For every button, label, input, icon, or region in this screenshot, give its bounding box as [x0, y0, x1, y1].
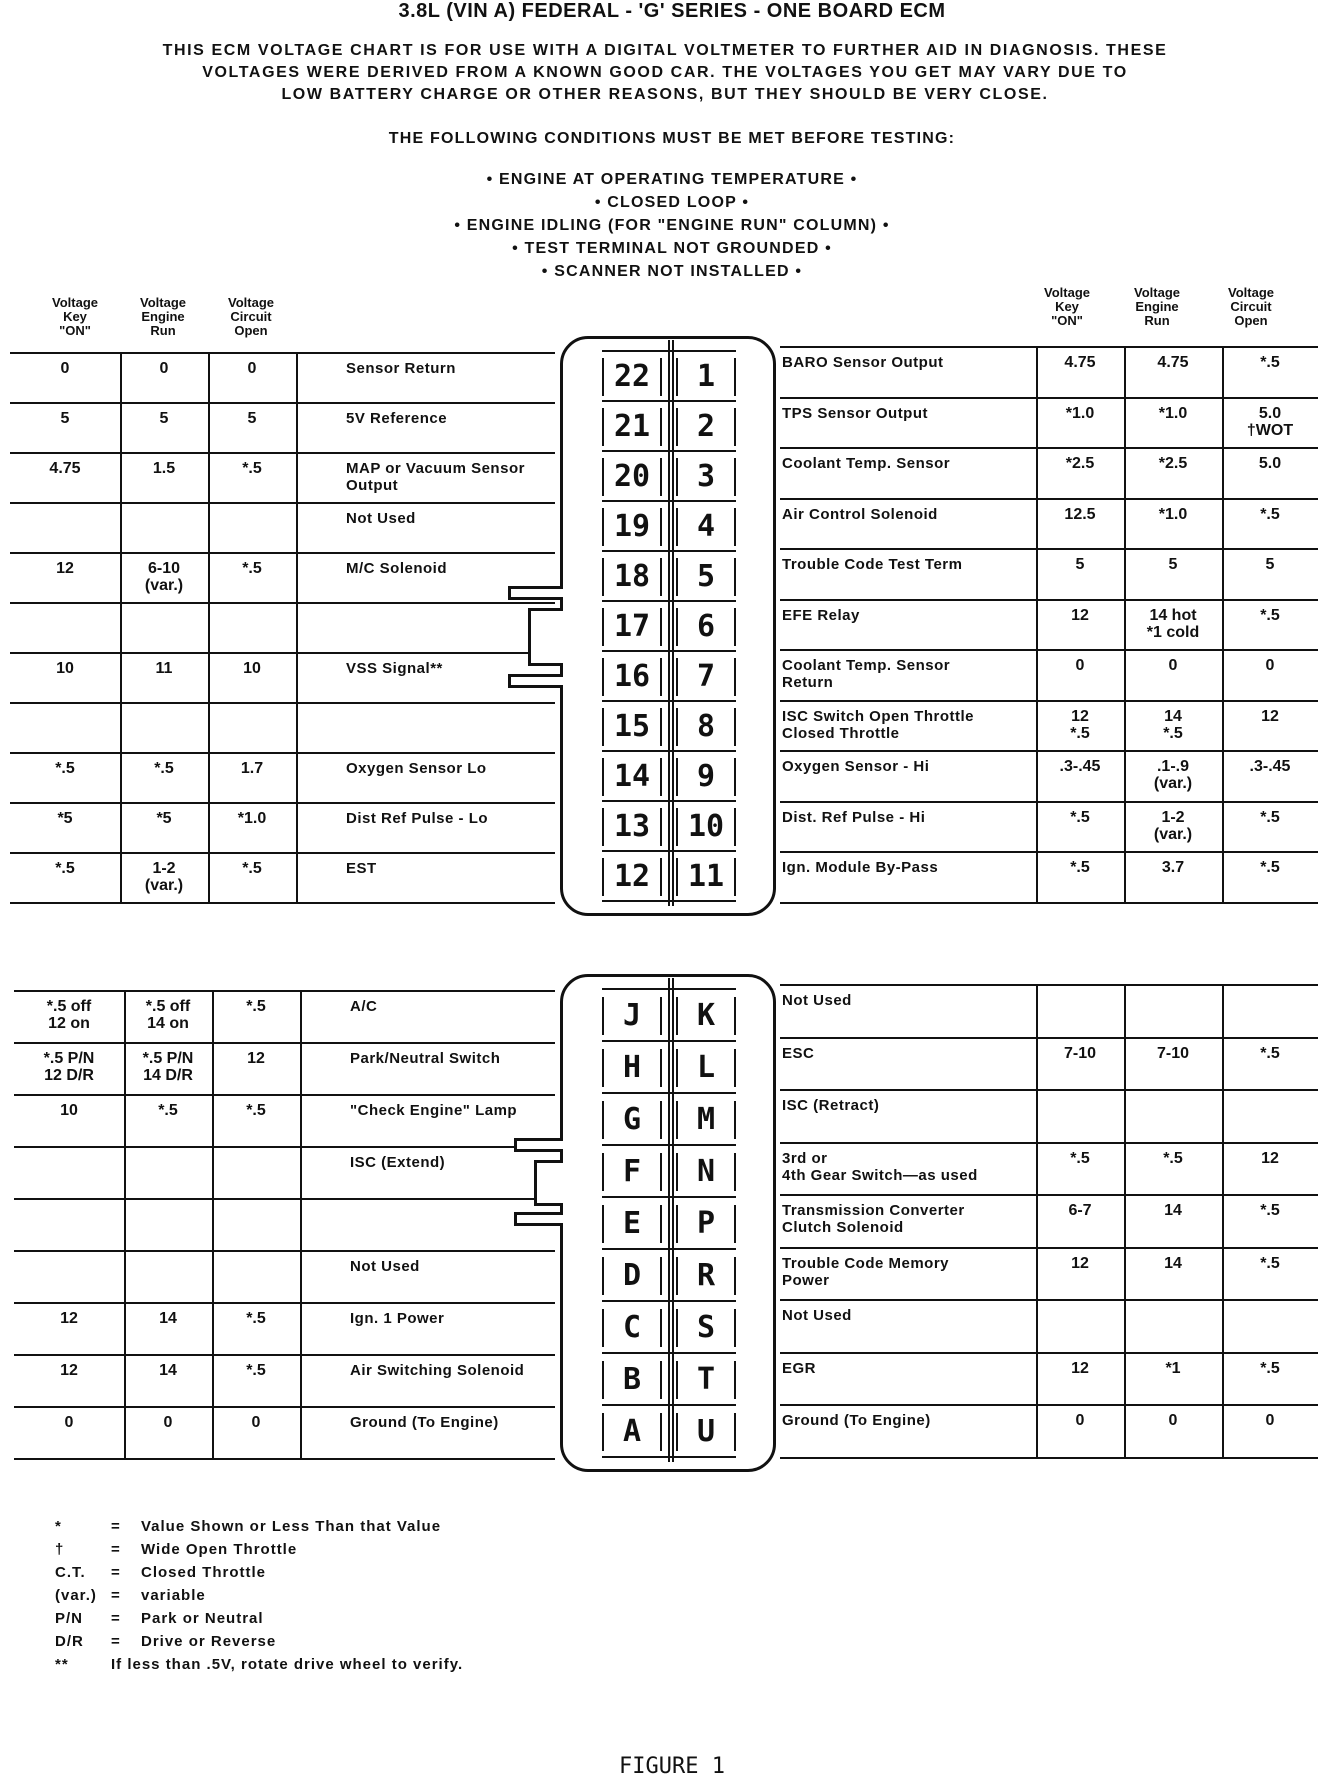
rule: [14, 1406, 555, 1408]
top_right-engine-run: 3.7: [1161, 859, 1185, 876]
rule: [780, 447, 1318, 449]
legend-equals: =: [111, 1633, 121, 1650]
pin-label: N: [676, 1153, 736, 1191]
figure-caption: FIGURE 1: [619, 1754, 725, 1779]
rule: [668, 978, 670, 1462]
rule: [212, 990, 214, 1458]
legend: [55, 1515, 463, 1676]
bottom_right-engine-run: *1: [1165, 1359, 1181, 1377]
bottom_right-circuit-open: *.5: [1260, 1254, 1280, 1272]
bottom_right-engine-run: 14: [1164, 1254, 1182, 1272]
legend-equals: =: [111, 1518, 121, 1535]
top_right-circuit-open: 5: [1265, 556, 1275, 573]
top_right-circuit-open: *.5: [1260, 606, 1280, 624]
rule: [10, 602, 555, 604]
rule: [10, 452, 555, 454]
rule: [780, 346, 1318, 348]
top_left-circuit-open: 10: [243, 660, 261, 677]
top_left-circuit-open: 5: [247, 410, 257, 427]
pin-label: 1: [676, 358, 736, 396]
connector-notch: [528, 608, 563, 666]
rule: [10, 702, 555, 704]
pin-label: H: [602, 1049, 662, 1087]
top_left-engine-run: 11: [155, 660, 173, 677]
rule: [14, 1250, 555, 1252]
pin-label: 15: [602, 708, 662, 746]
pin-label: 13: [602, 808, 662, 846]
rule: [10, 802, 555, 804]
top_right-engine-run: 4.75: [1157, 354, 1189, 371]
bottom_right-circuit-label: Transmission Converter Clutch Solenoid: [782, 1202, 965, 1236]
top_right-circuit-open: 5.0 †WOT: [1246, 404, 1294, 439]
bottom_right-key-on: 0: [1075, 1412, 1085, 1429]
top_left-key-on: 0: [60, 360, 70, 377]
intro-line: THIS ECM VOLTAGE CHART IS FOR USE WITH A DIGITAL VOLTMETER TO FURTHER AID IN DIAGNOSIS. THESE: [162, 42, 1168, 59]
pin-label: C: [602, 1309, 662, 1347]
legend-equals: =: [111, 1541, 121, 1558]
top_right-key-on: 12 *.5: [1070, 707, 1090, 742]
legend-item: [55, 1561, 463, 1584]
pin-label: S: [676, 1309, 736, 1347]
bottom_left-circuit-open: *.5: [246, 1102, 266, 1119]
pin-label: 3: [676, 458, 736, 496]
top_right-engine-run: 14 *.5: [1163, 707, 1183, 742]
connector-notch: [534, 1160, 563, 1206]
bottom_right-key-on: 12: [1071, 1359, 1089, 1377]
rule: [780, 1142, 1318, 1144]
rule: [672, 340, 674, 906]
bottom_right-circuit-label: 3rd or 4th Gear Switch—as used: [782, 1149, 978, 1184]
top_left-engine-run: 6-10 (var.): [144, 560, 184, 594]
pin-label: D: [602, 1257, 662, 1295]
pin-label: 21: [602, 408, 662, 446]
pin-label: 11: [676, 858, 736, 896]
top_right-circuit-label: Oxygen Sensor - Hi: [782, 758, 930, 775]
pin-label: M: [676, 1101, 736, 1139]
condition-item: • CLOSED LOOP •: [594, 194, 750, 211]
condition-item: • TEST TERMINAL NOT GROUNDED •: [512, 240, 832, 257]
top_right-key-on: 4.75: [1064, 354, 1096, 371]
legend-meaning: Value Shown or Less Than that Value: [141, 1518, 442, 1535]
top_right-circuit-label: EFE Relay: [782, 606, 860, 624]
rule: [780, 1089, 1318, 1091]
top_left-engine-run: *.5: [154, 760, 174, 777]
rule: [10, 902, 555, 904]
legend-key: P/N: [55, 1610, 84, 1627]
pin-label: A: [602, 1413, 662, 1451]
rule: [10, 752, 555, 754]
top_left-circuit-open: *.5: [242, 860, 262, 877]
legend-key: D/R: [55, 1633, 84, 1650]
rule: [124, 990, 126, 1458]
bottom_left-engine-run: *.5 P/N 14 D/R: [142, 1050, 194, 1084]
top_right-key-on: *.5: [1070, 859, 1090, 876]
header-engine-run-right: Voltage Engine Run: [1134, 285, 1180, 328]
bottom_right-circuit-open: *.5: [1260, 1202, 1280, 1219]
top_right-circuit-open: *.5: [1260, 354, 1280, 371]
top_right-engine-run: 5: [1168, 556, 1178, 573]
top_right-engine-run: *2.5: [1158, 455, 1188, 472]
rule: [780, 1457, 1318, 1459]
bottom_right-engine-run: 14: [1164, 1202, 1182, 1219]
conditions-list: [0, 168, 1344, 283]
rule: [780, 1299, 1318, 1301]
top_left-key-on: 12: [56, 560, 74, 577]
top_right-circuit-label: Ign. Module By-Pass: [782, 859, 939, 876]
rule: [10, 502, 555, 504]
rule: [120, 352, 122, 902]
top_left-key-on: *5: [57, 810, 73, 827]
pin-label: B: [602, 1361, 662, 1399]
bottom_right-engine-run: 0: [1168, 1412, 1178, 1429]
rule: [300, 990, 302, 1458]
connector-notch: [514, 1138, 563, 1152]
bottom_right-key-on: 12: [1071, 1254, 1089, 1272]
pin-label: G: [602, 1101, 662, 1139]
rule: [1222, 984, 1224, 1457]
bottom_right-circuit-open: *.5: [1260, 1359, 1280, 1377]
bottom_left-circuit-label: ISC (Extend): [350, 1154, 446, 1171]
bottom_right-circuit-label: Ground (To Engine): [782, 1412, 931, 1429]
top_left-circuit-label: Sensor Return: [346, 360, 456, 377]
bottom_right-circuit-label: Trouble Code Memory Power: [782, 1254, 950, 1289]
top_right-circuit-open: *.5: [1260, 808, 1280, 826]
top_left-circuit-label: VSS Signal**: [346, 660, 443, 677]
bottom_left-key-on: 12: [60, 1362, 78, 1379]
top_left-engine-run: 1.5: [152, 460, 176, 477]
bottom_left-engine-run: *.5 off 14 on: [145, 998, 191, 1032]
top_right-circuit-label: ISC Switch Open Throttle Closed Throttle: [782, 707, 975, 742]
legend-meaning: If less than .5V, rotate drive wheel to verify.: [111, 1656, 464, 1673]
rule: [780, 902, 1318, 904]
legend-item: [55, 1607, 463, 1630]
top_left-circuit-open: 0: [247, 360, 257, 377]
intro-line: LOW BATTERY CHARGE OR OTHER REASONS, BUT THEY SHOULD BE VERY CLOSE.: [281, 86, 1049, 103]
top_right-engine-run: *1.0: [1158, 404, 1188, 422]
pin-label: 2: [676, 408, 736, 446]
top_left-circuit-open: *1.0: [237, 810, 267, 827]
bottom_left-circuit-label: Air Switching Solenoid: [350, 1362, 525, 1379]
top_right-circuit-label: Coolant Temp. Sensor: [782, 455, 951, 472]
rule: [1036, 346, 1038, 902]
rule: [780, 750, 1318, 752]
legend-item: [55, 1584, 463, 1607]
rule: [14, 1458, 555, 1460]
header-circuit-open-left: Voltage Circuit Open: [228, 295, 274, 338]
top_right-circuit-label: Coolant Temp. Sensor Return: [782, 657, 951, 691]
top_left-circuit-open: *.5: [242, 460, 262, 477]
intro-line: VOLTAGES WERE DERIVED FROM A KNOWN GOOD CAR. THE VOLTAGES YOU GET MAY VARY DUE TO: [202, 64, 1128, 81]
rule: [14, 1146, 555, 1148]
rule: [208, 352, 210, 902]
rule: [14, 1094, 555, 1096]
bottom_right-circuit-open: 0: [1265, 1412, 1275, 1429]
top_left-key-on: 10: [56, 660, 74, 677]
bottom_left-key-on: 12: [60, 1310, 78, 1327]
pin-label: L: [676, 1049, 736, 1087]
pin-label: T: [676, 1361, 736, 1399]
rule: [780, 599, 1318, 601]
top_right-key-on: .3-.45: [1059, 758, 1101, 775]
conditions-heading: THE FOLLOWING CONDITIONS MUST BE MET BEFORE TESTING:: [388, 130, 956, 147]
pin-label: R: [676, 1257, 736, 1295]
pin-label: 5: [676, 558, 736, 596]
bottom_right-circuit-label: EGR: [782, 1359, 817, 1377]
pin-label: 20: [602, 458, 662, 496]
intro-paragraph: [20, 40, 1310, 106]
pin-label: J: [602, 997, 662, 1035]
pin-label: 6: [676, 608, 736, 646]
pin-label: E: [602, 1205, 662, 1243]
rule: [780, 1404, 1318, 1406]
rule: [10, 402, 555, 404]
top_right-circuit-label: TPS Sensor Output: [782, 404, 929, 422]
bottom_left-engine-run: 14: [159, 1362, 177, 1379]
top_left-circuit-label: EST: [346, 860, 377, 877]
rule: [14, 1302, 555, 1304]
top_left-circuit-label: Dist Ref Pulse - Lo: [346, 810, 489, 827]
legend-meaning: Closed Throttle: [141, 1564, 267, 1581]
rule: [780, 548, 1318, 550]
top_right-circuit-open: *.5: [1260, 859, 1280, 876]
rule: [1222, 346, 1224, 902]
pin-label: F: [602, 1153, 662, 1191]
bottom_left-circuit-open: *.5: [246, 1362, 266, 1379]
top_right-key-on: 5: [1075, 556, 1085, 573]
top_left-circuit-open: *.5: [242, 560, 262, 577]
pin-label: 16: [602, 658, 662, 696]
top_right-engine-run: .1-.9 (var.): [1153, 758, 1193, 792]
bottom_left-circuit-label: "Check Engine" Lamp: [350, 1102, 518, 1119]
top_right-circuit-open: *.5: [1260, 505, 1280, 523]
bottom_left-circuit-open: 12: [247, 1050, 265, 1067]
legend-key: C.T.: [55, 1564, 86, 1581]
bottom_left-key-on: *.5 off 12 on: [46, 998, 92, 1032]
legend-equals: =: [111, 1587, 121, 1604]
rule: [780, 1352, 1318, 1354]
rule: [1124, 346, 1126, 902]
bottom_right-circuit-label: ISC (Retract): [782, 1097, 880, 1114]
page-title: 3.8L (VIN A) FEDERAL - 'G' SERIES - ONE BOARD ECM: [398, 0, 946, 22]
top_left-key-on: *.5: [55, 860, 75, 877]
top_left-engine-run: *5: [156, 810, 172, 827]
legend-item: [55, 1653, 463, 1676]
top_left-key-on: 4.75: [49, 460, 81, 477]
bottom_right-key-on: 6-7: [1068, 1202, 1092, 1219]
rule: [780, 851, 1318, 853]
bottom_left-engine-run: 14: [159, 1310, 177, 1327]
pin-label: 14: [602, 758, 662, 796]
connector-notch: [508, 586, 563, 600]
pin-label: P: [676, 1205, 736, 1243]
rule: [1124, 984, 1126, 1457]
rule: [1036, 984, 1038, 1457]
bottom_right-key-on: 7-10: [1063, 1044, 1097, 1062]
legend-meaning: Drive or Reverse: [141, 1633, 277, 1650]
bottom_left-circuit-label: Ign. 1 Power: [350, 1310, 445, 1327]
bottom_right-circuit-open: *.5: [1260, 1044, 1280, 1062]
bottom_left-key-on: *.5 P/N 12 D/R: [43, 1050, 95, 1084]
legend-key: **: [55, 1656, 69, 1673]
bottom_right-engine-run: 7-10: [1156, 1044, 1190, 1062]
legend-key: (var.): [55, 1587, 97, 1604]
bottom_left-circuit-open: 0: [251, 1414, 261, 1431]
legend-meaning: Park or Neutral: [141, 1610, 264, 1627]
rule: [780, 1194, 1318, 1196]
top_right-engine-run: 1-2 (var.): [1153, 808, 1193, 843]
top_left-engine-run: 0: [159, 360, 169, 377]
top_right-key-on: *2.5: [1065, 455, 1095, 472]
top_right-key-on: 12: [1071, 606, 1089, 624]
rule: [10, 852, 555, 854]
rule: [780, 498, 1318, 500]
top_right-circuit-label: Dist. Ref Pulse - Hi: [782, 808, 926, 826]
pin-label: U: [676, 1413, 736, 1451]
legend-equals: =: [111, 1610, 121, 1627]
pin-label: 9: [676, 758, 736, 796]
top_left-circuit-label: M/C Solenoid: [346, 560, 447, 577]
rule: [14, 990, 555, 992]
top_right-circuit-open: .3-.45: [1249, 758, 1291, 775]
bottom_left-circuit-open: *.5: [246, 998, 266, 1015]
bottom_right-circuit-label: ESC: [782, 1044, 815, 1062]
pin-label: 22: [602, 358, 662, 396]
pin-label: 10: [676, 808, 736, 846]
bottom_left-circuit-label: A/C: [350, 998, 378, 1015]
pin-label: 4: [676, 508, 736, 546]
bottom_left-key-on: 0: [64, 1414, 74, 1431]
pin-label: K: [676, 997, 736, 1035]
top_left-circuit-open: 1.7: [240, 760, 264, 777]
condition-item: • ENGINE AT OPERATING TEMPERATURE •: [486, 171, 858, 188]
rule: [780, 984, 1318, 986]
top_left-circuit-label: Not Used: [346, 510, 416, 527]
top_right-circuit-label: Trouble Code Test Term: [782, 556, 963, 573]
pin-label: 19: [602, 508, 662, 546]
rule: [780, 649, 1318, 651]
top_right-circuit-open: 5.0: [1258, 455, 1282, 472]
legend-item: [55, 1515, 463, 1538]
connector-notch: [508, 674, 563, 688]
top_right-circuit-open: 0: [1265, 657, 1275, 674]
rule: [780, 801, 1318, 803]
top_left-circuit-label: MAP or Vacuum Sensor Output: [346, 460, 525, 494]
legend-equals: =: [111, 1564, 121, 1581]
rule: [296, 352, 298, 902]
top_right-engine-run: 0: [1168, 657, 1178, 674]
bottom_left-circuit-label: Not Used: [350, 1258, 420, 1275]
top_right-circuit-label: BARO Sensor Output: [782, 354, 944, 371]
top_right-key-on: 0: [1075, 657, 1085, 674]
rule: [14, 1042, 555, 1044]
pin-label: 12: [602, 858, 662, 896]
top_right-key-on: 12.5: [1064, 505, 1096, 523]
bottom_right-key-on: *.5: [1070, 1149, 1090, 1167]
top_left-key-on: 5: [60, 410, 70, 427]
header-engine-run-left: Voltage Engine Run: [140, 295, 186, 338]
header-key-on-right: Voltage Key "ON": [1044, 285, 1090, 328]
top_left-circuit-label: Oxygen Sensor Lo: [346, 760, 487, 777]
rule: [780, 397, 1318, 399]
pin-label: 18: [602, 558, 662, 596]
legend-item: [55, 1630, 463, 1653]
legend-key: *: [55, 1518, 62, 1535]
rule: [10, 352, 555, 354]
bottom_right-circuit-label: Not Used: [782, 992, 852, 1009]
bottom_left-key-on: 10: [60, 1102, 78, 1119]
rule: [780, 1247, 1318, 1249]
legend-key: †: [55, 1541, 65, 1558]
bottom_left-circuit-label: Ground (To Engine): [350, 1414, 499, 1431]
bottom_left-engine-run: 0: [163, 1414, 173, 1431]
rule: [10, 552, 555, 554]
rule: [780, 700, 1318, 702]
rule: [14, 1198, 555, 1200]
condition-item: • ENGINE IDLING (FOR "ENGINE RUN" COLUMN) •: [454, 217, 890, 234]
rule: [672, 978, 674, 1462]
bottom_left-engine-run: *.5: [158, 1102, 178, 1119]
top_right-engine-run: *1.0: [1158, 505, 1188, 523]
top_left-circuit-label: 5V Reference: [346, 410, 448, 427]
top_left-key-on: *.5: [55, 760, 75, 777]
bottom_left-circuit-label: Park/Neutral Switch: [350, 1050, 501, 1067]
connector-notch: [514, 1212, 563, 1226]
top_right-circuit-open: 12: [1261, 707, 1279, 725]
top_right-circuit-label: Air Control Solenoid: [782, 505, 938, 523]
rule: [10, 652, 555, 654]
bottom_right-circuit-label: Not Used: [782, 1307, 852, 1324]
top_left-engine-run: 1-2 (var.): [144, 860, 184, 894]
rule: [668, 340, 670, 906]
pin-label: 17: [602, 608, 662, 646]
top_right-key-on: *.5: [1070, 808, 1090, 826]
bottom_left-circuit-open: *.5: [246, 1310, 266, 1327]
legend-item: [55, 1538, 463, 1561]
condition-item: • SCANNER NOT INSTALLED •: [541, 263, 803, 280]
top_left-engine-run: 5: [159, 410, 169, 427]
pin-label: 8: [676, 708, 736, 746]
top_right-key-on: *1.0: [1065, 404, 1095, 422]
header-key-on-left: Voltage Key "ON": [52, 295, 98, 338]
header-circuit-open-right: Voltage Circuit Open: [1228, 285, 1274, 328]
top_right-engine-run: 14 hot *1 cold: [1146, 606, 1200, 641]
rule: [14, 1354, 555, 1356]
pin-label: 7: [676, 658, 736, 696]
legend-meaning: Wide Open Throttle: [141, 1541, 298, 1558]
bottom_right-engine-run: *.5: [1163, 1149, 1183, 1167]
rule: [780, 1037, 1318, 1039]
bottom_right-circuit-open: 12: [1261, 1149, 1279, 1167]
legend-meaning: variable: [141, 1587, 206, 1604]
